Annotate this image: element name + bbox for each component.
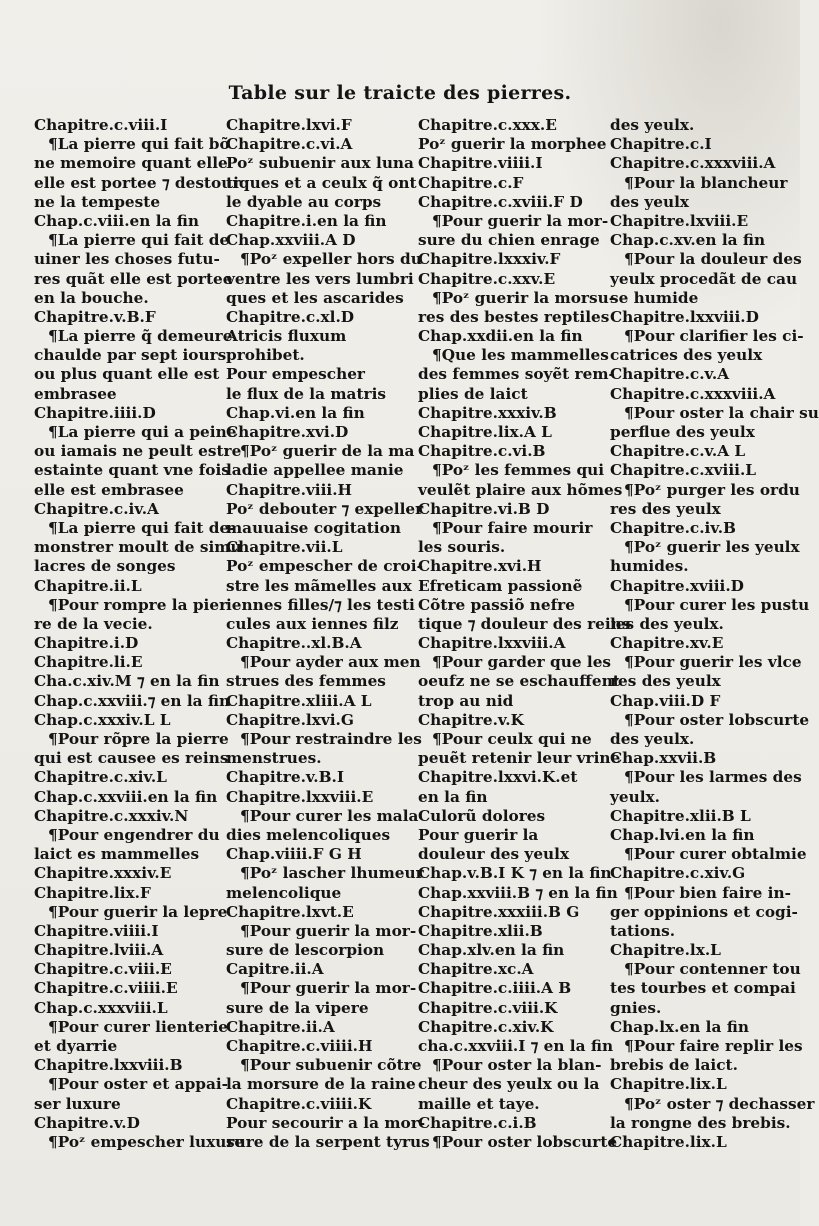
table-entry-line: ¶Poᶻ empescher luxure: [48, 1132, 245, 1151]
table-entry-line: Chapitre.i.en la fin: [226, 211, 387, 230]
table-entry-line: Chapitre.c.xviii.F D: [418, 192, 583, 211]
table-entry-line: Chapitre.lx.L: [610, 941, 721, 960]
table-entry-line: ¶Poᶻ lascher lhumeur: [240, 864, 424, 883]
table-entry-line: ¶Pour oster la chair su: [624, 403, 819, 422]
column-3: [418, 116, 631, 1152]
table-entry-line: Chapitre.c.xiv.G: [610, 864, 746, 883]
table-entry-line: ¶Pour rõpre la pierre: [48, 730, 229, 748]
table-entry-line: tiques et a ceulx q̃ ont: [226, 173, 417, 192]
table-entry-line: maille et taye.: [418, 1094, 540, 1113]
table-entry-line: yeulx procedãt de cau: [610, 269, 798, 288]
table-entry-line: Chapitre.viii.H: [226, 480, 352, 499]
table-entry-line: ne memoire quant elle: [34, 154, 228, 173]
table-entry-line: Chapitre.vii.L: [226, 538, 343, 557]
table-entry-line: ¶Pour guerir la mor-: [240, 921, 417, 940]
table-entry-line: cha.c.xxviii.I ⁊ en la fin: [418, 1037, 614, 1055]
table-entry-line: monstrer moult de simu: [34, 538, 242, 557]
table-entry-line: Chapitre.c.viii.I: [34, 116, 168, 134]
table-entry-line: cules aux iennes filz: [226, 614, 399, 633]
table-entry-line: melencolique: [226, 883, 342, 902]
table-entry-line: oeufz ne se eschauffent: [418, 672, 620, 691]
table-entry-line: Chapitre.v.B.I: [226, 768, 344, 787]
table-entry-line: tations.: [610, 921, 676, 940]
table-entry-line: chaulde par sept iours: [34, 346, 227, 365]
table-entry-line: Chapitre.xxxiv.B: [418, 403, 557, 422]
table-entry-line: Chap.c.xxviii.en la fin: [34, 787, 218, 806]
table-entry-line: douleur des yeulx: [418, 845, 570, 864]
table-entry-line: ¶Pour ayder aux men: [240, 653, 421, 672]
table-entry-line: des yeulx.: [610, 116, 695, 134]
table-entry-line: et dyarrie: [34, 1037, 118, 1055]
column-2: [226, 116, 430, 1152]
table-entry-line: embrasee: [34, 384, 117, 403]
table-entry-line: sure de lescorpion: [226, 941, 385, 960]
table-entry-line: Chapitre.xlii.B L: [610, 806, 751, 825]
table-entry-line: Chapitre.v.D: [34, 1113, 140, 1132]
table-entry-line: ou plus quant elle est: [34, 365, 220, 384]
table-entry-line: Chapitre.lxxviii.E: [226, 787, 374, 806]
table-entry-line: ¶Pour guerir la lepre: [48, 902, 228, 921]
table-entry-line: ¶Pour faire mourir: [432, 518, 593, 537]
table-entry-line: ne la tempeste: [34, 192, 161, 211]
table-entry-line: ¶Pour la blancheur: [624, 173, 788, 192]
table-entry-line: ¶Pour oster la blan-: [432, 1056, 602, 1075]
table-entry-line: Chapitre.ii.A: [226, 1017, 335, 1036]
table-entry-line: la rongne des brebis.: [610, 1113, 791, 1132]
table-entry-line: ¶Pour guerir la mor-: [432, 211, 609, 230]
table-entry-line: yeulx.: [610, 787, 660, 806]
table-entry-line: Chapitre.v.K: [418, 710, 524, 729]
table-entry-line: ¶Pour rompre la pier: [48, 595, 228, 614]
table-entry-line: Chapitre.xc.A: [418, 960, 534, 979]
table-entry-line: Chapitre.c.v.A: [610, 365, 730, 384]
table-entry-line: ¶Pour subuenir cõtre: [240, 1056, 422, 1075]
table-entry-line: Chapitre.c.v.A L: [610, 442, 746, 461]
table-entry-line: Chapitre..xl.B.A: [226, 634, 362, 653]
table-entry-line: Chapitre.c.vi.A: [226, 135, 353, 154]
table-entry-line: iennes filles/⁊ les testi: [226, 595, 415, 614]
table-entry-line: res quãt elle est portee: [34, 269, 233, 288]
table-entry-line: Chapitre.c.iv.A: [34, 499, 159, 518]
table-entry-line: en la bouche.: [34, 288, 149, 307]
table-entry-line: Chapitre.c.iiii.A B: [418, 979, 572, 998]
table-entry-line: ¶Pour curer les mala: [240, 806, 419, 825]
table-entry-line: ¶Pour oster lobscurte: [432, 1132, 618, 1151]
table-entry-line: tes tourbes et compai: [610, 979, 796, 998]
column-4: [610, 116, 819, 1152]
table-entry-line: estainte quant vne fois: [34, 461, 230, 480]
table-entry-line: brebis de laict.: [610, 1056, 738, 1075]
table-entry-line: sure du chien enrage: [418, 231, 600, 250]
table-entry-line: Chapitre.lix.L: [610, 1075, 727, 1094]
table-entry-line: mauuaise cogitation: [226, 518, 401, 537]
header-title: Table sur le traicte des pierres.: [228, 82, 572, 104]
table-entry-line: Chap.viiii.F G H: [226, 845, 362, 864]
table-entry-line: Chapitre.c.viiii.K: [226, 1094, 372, 1113]
table-entry-line: Chap.viii.D F: [610, 691, 721, 710]
table-entry-line: Chap.c.xv.en la fin: [610, 231, 766, 250]
table-entry-line: ¶Poᶻ expeller hors du: [240, 250, 422, 269]
table-entry-line: ¶Pour restraindre les: [240, 730, 422, 748]
table-entry-line: Poᶻ debouter ⁊ expeller: [226, 499, 424, 518]
table-entry-line: Chapitre.c.xxxviii.A: [610, 154, 776, 173]
table-entry-line: ¶Pour curer obtalmie: [624, 845, 807, 864]
table-entry-line: ou iamais ne peult estre: [34, 442, 242, 461]
table-entry-line: ¶Pour faire replir les: [624, 1037, 803, 1055]
table-entry-line: Poᶻ guerir la morphee: [418, 135, 607, 154]
table-entry-line: Chapitre.c.iv.B: [610, 518, 736, 537]
page-header: [0, 82, 800, 104]
table-entry-line: plies de laict: [418, 384, 528, 403]
table-entry-line: Cha.c.xiv.M ⁊ en la fin: [34, 672, 220, 691]
table-entry-line: Chapitre.c.viii.E: [34, 960, 172, 979]
table-entry-line: ¶Poᶻ purger les ordu: [624, 480, 800, 499]
table-entry-line: la morsure de la raine: [226, 1075, 416, 1094]
table-entry-line: ¶Poᶻ guerir les yeulx: [624, 538, 800, 557]
table-entry-line: Chapitre.c.xxxiv.N: [34, 806, 189, 825]
table-entry-line: prohibet.: [226, 346, 305, 365]
table-entry-line: Chapitre.xviii.D: [610, 576, 744, 595]
table-entry-line: ladie appellee manie: [226, 461, 404, 480]
table-entry-line: Chapitre.c.viii.K: [418, 998, 558, 1017]
table-entry-line: Chapitre.lix.A L: [418, 423, 552, 441]
table-entry-line: Pour guerir la: [418, 825, 539, 844]
table-entry-line: Chapitre.c.viiii.H: [226, 1037, 373, 1055]
table-entry-line: Poᶻ subuenir aux luna: [226, 154, 414, 173]
table-entry-line: Chap.vi.en la fin: [226, 403, 365, 422]
table-entry-line: ¶Pour guerir les vlce: [624, 653, 802, 672]
table-entry-line: Chapitre.c.xviii.L: [610, 461, 757, 480]
table-entry-line: ventre les vers lumbri: [226, 269, 414, 288]
table-entry-line: Efreticam passionẽ: [418, 576, 583, 595]
table-entry-line: Chapitre.c.xiv.L: [34, 768, 167, 787]
table-entry-line: ¶Pour contenner tou: [624, 960, 801, 979]
table-entry-line: Chap.c.viii.en la fin: [34, 211, 199, 230]
table-entry-line: des yeulx: [610, 192, 690, 211]
table-entry-line: trop au nid: [418, 691, 514, 710]
table-entry-line: Chapitre.iiii.D: [34, 403, 156, 422]
table-entry-line: Chapitre.lxviii.E: [610, 211, 749, 230]
table-entry-line: Chapitre.xxxiv.E: [34, 864, 172, 883]
table-entry-line: ques et les ascarides: [226, 288, 404, 307]
table-entry-line: catrices des yeulx: [610, 346, 763, 365]
table-entry-line: Chapitre.c.vi.B: [418, 442, 546, 461]
table-entry-line: ¶La pierre qui fait bõ: [48, 135, 230, 154]
table-entry-line: Chap.c.xxviii.⁊ en la fin: [34, 691, 231, 710]
table-entry-line: Chap.c.xxxviii.L: [34, 998, 168, 1017]
table-entry-line: ¶La pierre q̃ demeure: [48, 327, 233, 346]
table-entry-line: Chap.lx.en la fin: [610, 1017, 749, 1036]
table-entry-line: menstrues.: [226, 749, 322, 768]
table-entry-line: Chapitre.viiii.I: [418, 154, 543, 173]
table-entry-line: peuẽt retenir leur vrine: [418, 749, 621, 768]
table-entry-line: Chapitre.xlii.B: [418, 921, 543, 940]
table-entry-line: Chap.xxviii.A D: [226, 231, 356, 250]
table-entry-line: Chapitre.lix.F: [34, 883, 151, 902]
table-entry-line: en la fin: [418, 787, 488, 806]
table-entry-line: ¶Poᶻ les femmes qui: [432, 461, 605, 480]
table-entry-line: ¶Que les mammelles: [432, 346, 609, 365]
table-entry-line: Pour empescher: [226, 365, 365, 384]
table-entry-line: strues des femmes: [226, 672, 386, 691]
table-entry-line: ¶Poᶻ guerir la morsu-: [432, 288, 616, 307]
table-entry-line: ¶Pour guerir la mor-: [240, 979, 417, 998]
table-entry-line: elle est portee ⁊ destour: [34, 173, 241, 192]
table-entry-line: Chapitre.lxvi.G: [226, 710, 354, 729]
table-entry-line: Chap.lvi.en la fin: [610, 825, 755, 844]
table-entry-line: Chapitre.lxxvi.K.et: [418, 768, 578, 787]
table-entry-line: les des yeulx.: [610, 614, 724, 633]
table-entry-line: les souris.: [418, 538, 506, 557]
table-entry-line: ¶Poᶻ oster ⁊ dechasser: [624, 1094, 815, 1113]
table-entry-line: lacres de songes: [34, 557, 176, 576]
table-entry-line: Chapitre.xvi.H: [418, 557, 542, 576]
table-entry-line: Chapitre.lviii.A: [34, 941, 164, 960]
table-entry-line: Chapitre.xliii.A L: [226, 691, 372, 710]
table-entry-line: Chapitre.c.xxxviii.A: [610, 384, 776, 403]
table-entry-line: Chap.xxdii.en la fin: [418, 327, 583, 346]
table-entry-line: res des yeulx: [610, 499, 721, 518]
table-entry-line: Chapitre.c.xxx.E: [418, 116, 557, 134]
table-entry-line: Chapitre.v.B.F: [34, 307, 156, 326]
table-entry-line: Chapitre.c.I: [610, 135, 712, 154]
table-entry-line: ¶Pour clarifier les ci-: [624, 327, 804, 346]
table-entry-line: le dyable au corps: [226, 192, 382, 211]
table-entry-line: Chapitre.c.F: [418, 173, 524, 192]
table-entry-line: Chapitre.ii.L: [34, 576, 142, 595]
table-entry-line: Chapitre.c.i.B: [418, 1113, 537, 1132]
table-entry-line: tique ⁊ douleur des reins: [418, 614, 631, 633]
table-entry-line: ger oppinions et cogi-: [610, 902, 798, 921]
table-entry-line: Chapitre.lxvt.E: [226, 902, 354, 921]
table-entry-line: ¶Pour curer lienterie: [48, 1017, 229, 1036]
table-entry-line: perflue des yeulx: [610, 423, 755, 441]
table-entry-line: Chapitre.lxxviii.B: [34, 1056, 183, 1075]
table-entry-line: stre les mãmelles aux: [226, 576, 412, 595]
table-entry-line: ¶La pierre qui fait de-: [48, 518, 236, 537]
table-entry-line: Capitre.ii.A: [226, 960, 324, 979]
table-entry-line: Chapitre.c.xl.D: [226, 307, 355, 326]
table-entry-line: Chapitre.c.xiv.K: [418, 1017, 554, 1036]
table-entry-line: Chapitre.c.viiii.E: [34, 979, 178, 998]
table-entry-line: Chapitre.c.xxv.E: [418, 269, 556, 288]
table-entry-line: Chapitre.xvi.D: [226, 423, 349, 441]
table-entry-line: veulẽt plaire aux hõmes: [418, 480, 623, 499]
table-entry-line: ¶Poᶻ guerir de la ma: [240, 442, 415, 461]
table-entry-line: cheur des yeulx ou la: [418, 1075, 600, 1094]
table-entry-line: Chapitre.lxxviii.D: [610, 307, 759, 326]
table-entry-line: ¶Pour ceulx qui ne: [432, 730, 592, 748]
table-entry-line: ¶Pour engendrer du: [48, 825, 220, 844]
table-entry-line: ¶Pour oster lobscurte: [624, 710, 810, 729]
table-entry-line: Chapitre.li.E: [34, 653, 143, 672]
table-entry-line: Poᶻ empescher de croi-: [226, 557, 423, 576]
table-entry-line: Chapitre.lix.L: [610, 1132, 727, 1151]
table-entry-line: Chap.xxviii.B ⁊ en la fin: [418, 883, 618, 902]
table-entry-line: sure de la serpent tyrus: [226, 1132, 430, 1151]
table-entry-line: ser luxure: [34, 1094, 121, 1113]
table-entry-line: laict es mammelles: [34, 845, 200, 864]
table-entry-line: Chapitre.lxxxiv.F: [418, 250, 561, 269]
table-entry-line: ¶Pour les larmes des: [624, 768, 802, 787]
table-entry-line: Chapitre.lxvi.F: [226, 116, 352, 134]
table-entry-line: uiner les choses futu-: [34, 250, 220, 269]
table-entry-line: res des yeulx: [610, 672, 721, 691]
table-entry-line: Chapitre.xv.E: [610, 634, 724, 653]
table-entry-line: dies melencoliques: [226, 825, 391, 844]
table-entry-line: Cõtre passiõ nefre: [418, 595, 575, 614]
table-entry-line: ¶Pour garder que les: [432, 653, 612, 672]
table-entry-line: Chap.xxvii.B: [610, 749, 717, 768]
table-entry-line: ¶Pour la douleur des: [624, 250, 802, 269]
table-entry-line: Chapitre.vi.B D: [418, 499, 550, 518]
table-entry-line: Pour secourir a la mor-: [226, 1113, 426, 1132]
table-entry-line: se humide: [610, 288, 699, 307]
table-entry-line: Chapitre.lxxviii.A: [418, 634, 566, 653]
table-entry-line: Chap.xlv.en la fin: [418, 941, 565, 960]
table-entry-line: Atricis fluxum: [226, 327, 347, 346]
table-entry-line: re de la vecie.: [34, 614, 153, 633]
table-entry-line: gnies.: [610, 998, 662, 1017]
table-entry-line: elle est embrasee: [34, 480, 184, 499]
table-entry-line: des femmes soyẽt rem-: [418, 365, 615, 384]
table-entry-line: Chapitre.xxxiii.B G: [418, 902, 580, 921]
table-entry-line: ¶Pour oster et appai-: [48, 1075, 229, 1094]
table-entry-line: Chapitre.i.D: [34, 634, 139, 653]
table-entry-line: ¶La pierre qui a peine: [48, 423, 237, 441]
table-entry-line: des yeulx.: [610, 730, 695, 748]
table-entry-line: Culorũ dolores: [418, 806, 546, 825]
table-entry-line: qui est causee es reins: [34, 749, 229, 768]
table-entry-line: Chapitre.viiii.I: [34, 921, 159, 940]
table-entry-line: le flux de la matris: [226, 384, 387, 403]
table-entry-line: humides.: [610, 557, 689, 576]
table-entry-line: ¶Pour bien faire in-: [624, 883, 791, 902]
table-entry-line: Chap.c.xxxiv.L L: [34, 710, 171, 729]
table-entry-line: ¶La pierre qui fait de: [48, 231, 230, 250]
table-entry-line: res des bestes reptiles: [418, 307, 610, 326]
column-1: [34, 116, 245, 1152]
table-entry-line: Chap.v.B.I K ⁊ en la fin: [418, 864, 612, 883]
table-entry-line: ¶Pour curer les pustu: [624, 595, 810, 614]
table-entry-line: sure de la vipere: [226, 998, 369, 1017]
